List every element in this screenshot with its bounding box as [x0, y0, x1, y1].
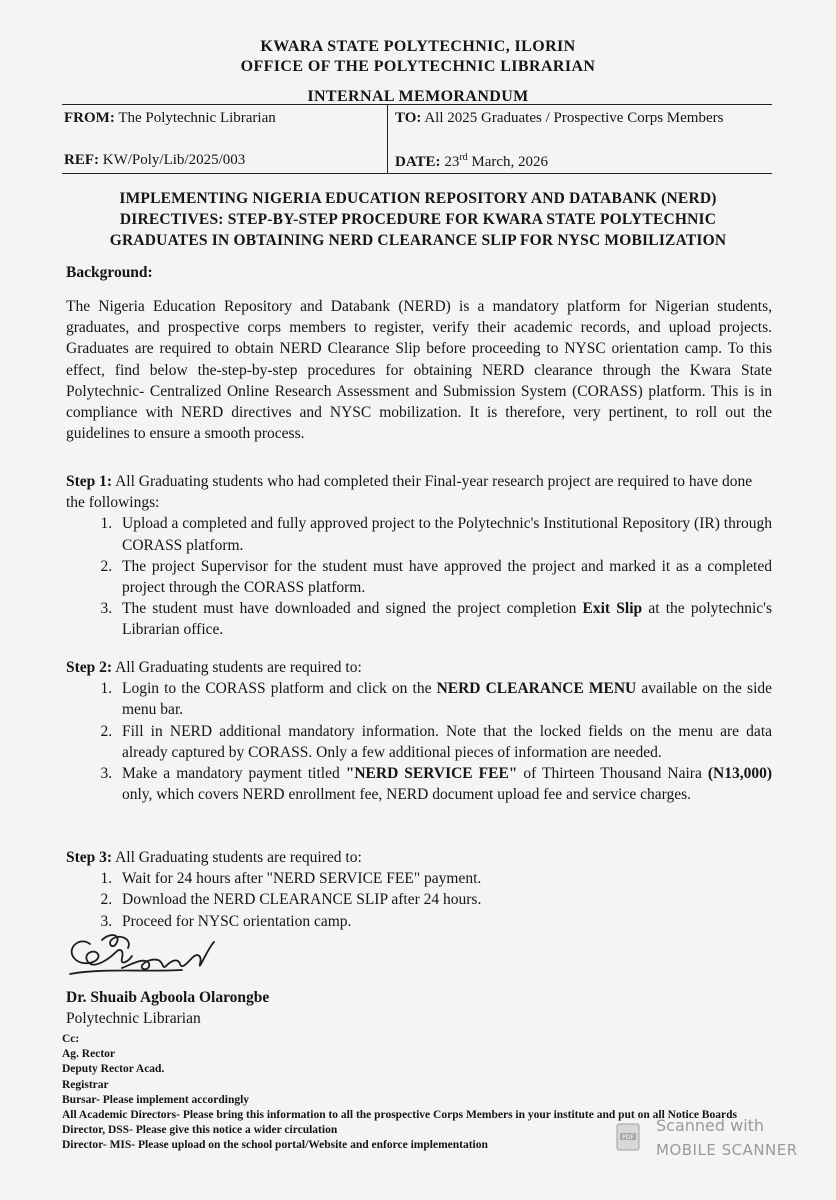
- menu-emphasis: NERD CLEARANCE MENU: [436, 680, 637, 698]
- signatory-block: [66, 987, 269, 1029]
- exit-slip-emphasis: Exit Slip: [582, 600, 643, 618]
- cc-line: Ag. Rector: [62, 1048, 116, 1061]
- list-item: 2. Download the NERD CLEARANCE SLIP after 24 hours.: [116, 889, 772, 910]
- step-1-label: Step 1:: [66, 473, 113, 490]
- signature-stroke: [70, 935, 214, 974]
- date-suffix: rd: [459, 152, 468, 163]
- title-line-2: DIRECTIVES: STEP-BY-STEP PROCEDURE FOR KWARA STATE POLYTECHNIC: [119, 211, 717, 228]
- step-3-intro: [66, 847, 772, 868]
- list-item-text: Login to the CORASS platform and click on the: [122, 680, 437, 698]
- list-item: 1. Upload a completed and fully approved project to the Polytechnic's Institutional Repository (IR) through CORASS platform.: [116, 513, 772, 555]
- institution-name: KWARA STATE POLYTECHNIC, ILORIN: [260, 38, 576, 55]
- fee-title-emphasis: "NERD SERVICE FEE": [345, 765, 518, 783]
- step-1-section: [66, 471, 772, 641]
- cc-line: Bursar- Please implement accordingly: [62, 1093, 250, 1106]
- list-item-text: at the polytechnic's Librarian office.: [122, 600, 772, 639]
- cc-label: Cc:: [62, 1033, 80, 1045]
- title-line-1: IMPLEMENTING NIGERIA EDUCATION REPOSITORY AND DATABANK (NERD): [119, 190, 717, 207]
- table-top-rule: [62, 104, 772, 105]
- signature-image: [62, 928, 232, 988]
- background-heading: Background:: [66, 264, 153, 281]
- step-1-intro-text: All Graduating students who had completed their Final-year research project are required to have done the followings:: [66, 473, 753, 512]
- ref-label: REF:: [64, 152, 99, 168]
- scanner-watermark: [616, 1113, 816, 1163]
- cc-line: Director, DSS- Please give this notice a wider circulation: [62, 1124, 338, 1137]
- pdf-icon: [616, 1123, 640, 1151]
- list-item-text: Make a mandatory payment titled: [122, 765, 346, 783]
- list-item-text: The student must have downloaded and signed the project completion: [122, 600, 583, 618]
- watermark-line-2: MOBILE SCANNER: [656, 1141, 798, 1159]
- step-2-intro: [66, 657, 772, 678]
- date-field: [395, 152, 548, 171]
- step-3-section: [66, 847, 772, 932]
- title-line-3: GRADUATES IN OBTAINING NERD CLEARANCE SLIP FOR NYSC MOBILIZATION: [109, 232, 727, 249]
- step-2-list: [66, 678, 772, 805]
- to-value: All 2025 Graduates / Prospective Corps Members: [424, 110, 724, 126]
- cc-line: Director- MIS- Please upload on the school portal/Website and enforce implementation: [62, 1139, 488, 1152]
- step-1-intro: [66, 471, 772, 513]
- memo-info-table: [62, 104, 772, 174]
- memo-type: INTERNAL MEMORANDUM: [307, 88, 529, 105]
- step-3-label: Step 3:: [66, 849, 113, 866]
- step-2-label: Step 2:: [66, 659, 113, 676]
- list-item-text: available on the side menu bar.: [122, 680, 773, 719]
- ref-value: KW/Poly/Lib/2025/003: [102, 152, 246, 168]
- list-item: [116, 763, 772, 805]
- list-item: 2. Fill in NERD additional mandatory information. Note that the locked fields on the menu are data already captured by CORASS. Only a few additional pieces of information are needed.: [116, 721, 772, 763]
- list-item-text: only, which covers NERD enrollment fee, NERD document upload fee and service charges.: [122, 786, 692, 804]
- step-2-section: [66, 657, 772, 805]
- cc-line: Deputy Rector Acad.: [62, 1063, 165, 1076]
- list-item: 3. Proceed for NYSC orientation camp.: [116, 911, 772, 932]
- signatory-title: Polytechnic Librarian: [66, 1010, 201, 1027]
- step-3-intro-text: All Graduating students are required to:: [115, 849, 362, 866]
- signatory-name: Dr. Shuaib Agboola Olarongbe: [66, 989, 270, 1006]
- cc-line: Registrar: [62, 1078, 109, 1091]
- svg-text:PDF: PDF: [622, 1134, 634, 1141]
- step-3-list: [66, 868, 772, 932]
- memo-title: [62, 188, 774, 251]
- table-divider: [387, 104, 388, 174]
- date-rest: March, 2026: [471, 154, 549, 170]
- table-bottom-rule: [62, 173, 772, 174]
- from-value: The Polytechnic Librarian: [118, 110, 276, 126]
- list-item-text: of Thirteen Thousand Naira: [517, 765, 708, 783]
- ref-field: [64, 152, 245, 169]
- list-item: 2. The project Supervisor for the student must have approved the project and marked it as a completed project through the CORASS platform.: [116, 556, 772, 598]
- date-day: 23: [444, 154, 460, 170]
- list-item: [116, 598, 772, 640]
- watermark-line-1: Scanned with: [656, 1116, 765, 1135]
- list-item: 1. Wait for 24 hours after "NERD SERVICE FEE" payment.: [116, 868, 772, 889]
- background-paragraph: The Nigeria Education Repository and Databank (NERD) is a mandatory platform for Nigerian students, graduates, and prospective corps members to register, verify their academic records, and upload projects. Graduates are required to obtain NERD Clearance Slip before proceeding to NYSC orientation camp. To this effect, find below the-step-by-step procedures for obtaining NERD clearance through the Kwara State Polytechnic- Centralized Online Research Assessment and Submission System (CORASS) platform. This is in compliance with NERD directives and NYSC mobilization. It is therefore, very pertinent, to roll out the guidelines to ensure a smooth process.: [66, 298, 772, 443]
- office-name: OFFICE OF THE POLYTECHNIC LIBRARIAN: [240, 58, 596, 75]
- date-label: DATE:: [395, 154, 441, 170]
- to-field: [395, 110, 723, 127]
- to-label: TO:: [395, 110, 422, 126]
- from-field: [64, 110, 276, 127]
- from-label: FROM:: [64, 110, 115, 126]
- cc-line: All Academic Directors- Please bring this information to all the prospective Corps Members in your institute and put on all Notice Boards: [62, 1109, 737, 1122]
- fee-amount-emphasis: (N13,000): [707, 765, 773, 783]
- list-item: [116, 678, 772, 720]
- step-1-list: [66, 513, 772, 640]
- step-2-intro-text: All Graduating students are required to:: [115, 659, 362, 676]
